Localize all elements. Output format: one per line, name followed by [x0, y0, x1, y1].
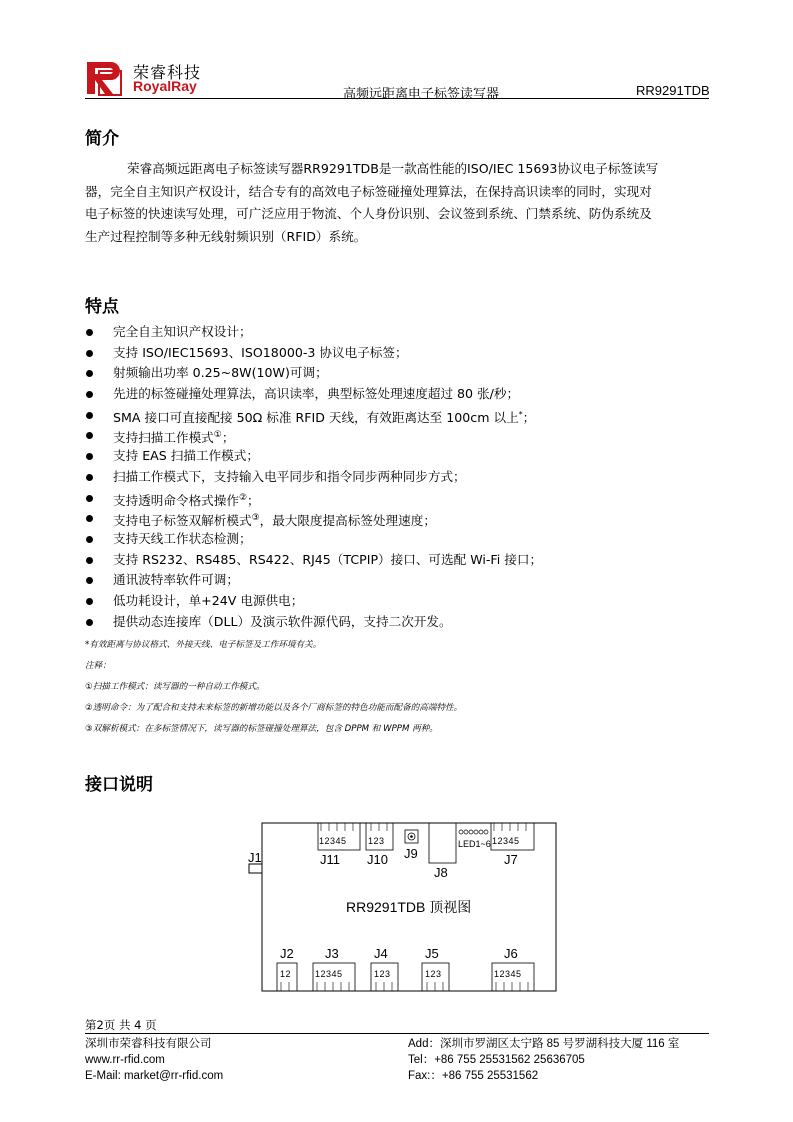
features-list — [85, 322, 705, 632]
connector-j7 — [491, 823, 534, 867]
j6-pins: 12345 — [494, 969, 522, 979]
bullet-icon — [86, 557, 93, 564]
header-doc-title: 高频远距离电子标签读写器 — [343, 87, 500, 102]
note-line: ②透明命令：为了配合和支持未来标签的新增功能以及各个厂商标签的特色功能而配备的高端特性。 — [85, 703, 463, 713]
j9-label: J9 — [404, 846, 418, 861]
intro-paragraph — [85, 158, 710, 248]
j11-pins: 12345 — [319, 836, 347, 846]
logo-chinese-name: 荣睿科技 — [133, 63, 202, 82]
connector-j5 — [422, 946, 449, 991]
bullet-icon — [86, 536, 93, 543]
note-line: *有效距离与协议格式、外接天线、电子标签及工作环境有关。 — [85, 640, 322, 650]
feature-item: 支持电子标签双解析模式③，最大限度提高标签处理速度； — [85, 508, 705, 529]
j3-pins: 12345 — [315, 969, 343, 979]
bullet-icon — [86, 598, 93, 605]
j4-pins: 123 — [374, 969, 391, 979]
bullet-icon — [86, 370, 93, 377]
connector-j2 — [277, 946, 297, 991]
interface-heading: 接口说明 — [85, 775, 153, 795]
footer-contact-right — [408, 1036, 679, 1084]
feature-item: 支持 EAS 扫描工作模式； — [85, 446, 705, 467]
j2-pins: 12 — [280, 969, 292, 979]
note-line: ①扫描工作模式：读写器的一种自动工作模式。 — [85, 682, 265, 692]
j2-label: J2 — [280, 946, 294, 961]
page-number: 第2页 共 4 页 — [85, 1018, 157, 1032]
connector-j9 — [404, 830, 418, 861]
led-label: LED1~6 — [458, 839, 491, 849]
intro-heading: 简介 — [85, 129, 119, 149]
note-line: ③双解析模式：在多标签情况下，读写器的标签碰撞处理算法，包含 DPPM 和 WPPM 两种。 — [85, 724, 438, 734]
footer-email[interactable]: E-Mail: market@rr-rfid.com — [85, 1070, 224, 1082]
header-model-number: RR9291TDB — [636, 83, 710, 98]
j6-label: J6 — [504, 946, 518, 961]
bullet-icon — [86, 619, 93, 626]
connector-j3 — [313, 946, 355, 991]
note-line: 注释： — [85, 661, 111, 671]
feature-item: 支持 RS232、RS485、RS422、RJ45（TCPIP）接口、可选配 Wi-Fi 接口； — [85, 550, 705, 571]
footer-company: 深圳市荣睿科技有限公司 — [85, 1038, 212, 1050]
j1-connector — [249, 864, 262, 873]
footer-fax: Fax:：+86 755 25531562 — [408, 1070, 539, 1082]
feature-item: 先进的标签碰撞处理算法，高识读率，典型标签处理速度超过 80 张/秒； — [85, 384, 705, 405]
connector-j10 — [366, 823, 393, 867]
feature-item: 通讯波特率软件可调； — [85, 570, 705, 591]
bullet-icon — [86, 432, 93, 439]
j5-pins: 123 — [425, 969, 442, 979]
board-top-view-diagram — [248, 822, 558, 994]
j7-pins: 12345 — [492, 836, 520, 846]
footer-contact-left — [85, 1036, 223, 1084]
company-logo-icon — [84, 58, 124, 98]
feature-item: 支持 ISO/IEC15693、ISO18000-3 协议电子标签； — [85, 343, 705, 364]
intro-line: 荣睿高频远距离电子标签读写器RR9291TDB是一款高性能的ISO/IEC 15693协议电子标签读写 — [127, 161, 659, 176]
logo-english-name: RoyalRay — [133, 78, 197, 94]
feature-item: 低功耗设计，单+24V 电源供电； — [85, 591, 705, 612]
j5-label: J5 — [425, 946, 439, 961]
footer-tel: Tel：+86 755 25531562 25636705 — [408, 1054, 585, 1066]
feature-item: SMA 接口可直接配接 50Ω 标准 RFID 天线，有效距离达至 100cm 以上*； — [85, 405, 705, 426]
bullet-icon — [86, 474, 93, 481]
j7-label: J7 — [504, 852, 518, 867]
bullet-icon — [86, 350, 93, 357]
header-divider — [85, 98, 709, 99]
connector-j8 — [429, 823, 456, 880]
bullet-icon — [86, 453, 93, 460]
intro-line: 电子标签的快速读写处理，可广泛应用于物流、个人身份识别、会议签到系统、门禁系统、防伪系统及 — [85, 206, 652, 221]
feature-item: 支持扫描工作模式①； — [85, 425, 705, 446]
j4-label: J4 — [374, 946, 388, 961]
features-heading: 特点 — [85, 297, 119, 317]
footer-address: Add：深圳市罗湖区太宁路 85 号罗湖科技大厦 116 室 — [408, 1038, 680, 1050]
feature-item: 提供动态连接库（DLL）及演示软件源代码，支持二次开发。 — [85, 612, 705, 633]
feature-item: 射频输出功率 0.25~8W(10W)可调； — [85, 363, 705, 384]
led-indicators — [458, 830, 491, 849]
feature-notes — [85, 638, 462, 743]
connector-j4 — [371, 946, 398, 991]
feature-item: 支持天线工作状态检测； — [85, 529, 705, 550]
bullet-icon — [86, 577, 93, 584]
feature-item: 完全自主知识产权设计； — [85, 322, 705, 343]
feature-item: 扫描工作模式下，支持输入电平同步和指令同步两种同步方式； — [85, 467, 705, 488]
j3-label: J3 — [325, 946, 339, 961]
bullet-icon — [86, 515, 93, 522]
connector-j11 — [318, 823, 360, 867]
j10-pins: 123 — [368, 836, 385, 846]
feature-item: 支持透明命令格式操作②； — [85, 488, 705, 509]
diagram-title: RR9291TDB 顶视图 — [346, 899, 472, 915]
bullet-icon — [86, 391, 93, 398]
j10-label: J10 — [367, 852, 388, 867]
footer-divider — [85, 1033, 709, 1034]
bullet-icon — [86, 329, 93, 336]
footer-website[interactable]: www.rr-rfid.com — [85, 1054, 165, 1066]
connector-j6 — [492, 946, 534, 991]
bullet-icon — [86, 412, 93, 419]
j1-label: J1 — [248, 850, 262, 865]
j8-label: J8 — [434, 865, 448, 880]
intro-line: 生产过程控制等多种无线射频识别（RFID）系统。 — [85, 228, 367, 244]
j11-label: J11 — [320, 852, 340, 867]
intro-line: 器，完全自主知识产权设计，结合专有的高效电子标签碰撞处理算法，在保持高识读率的同时，实现对 — [85, 183, 652, 199]
bullet-icon — [86, 495, 93, 502]
